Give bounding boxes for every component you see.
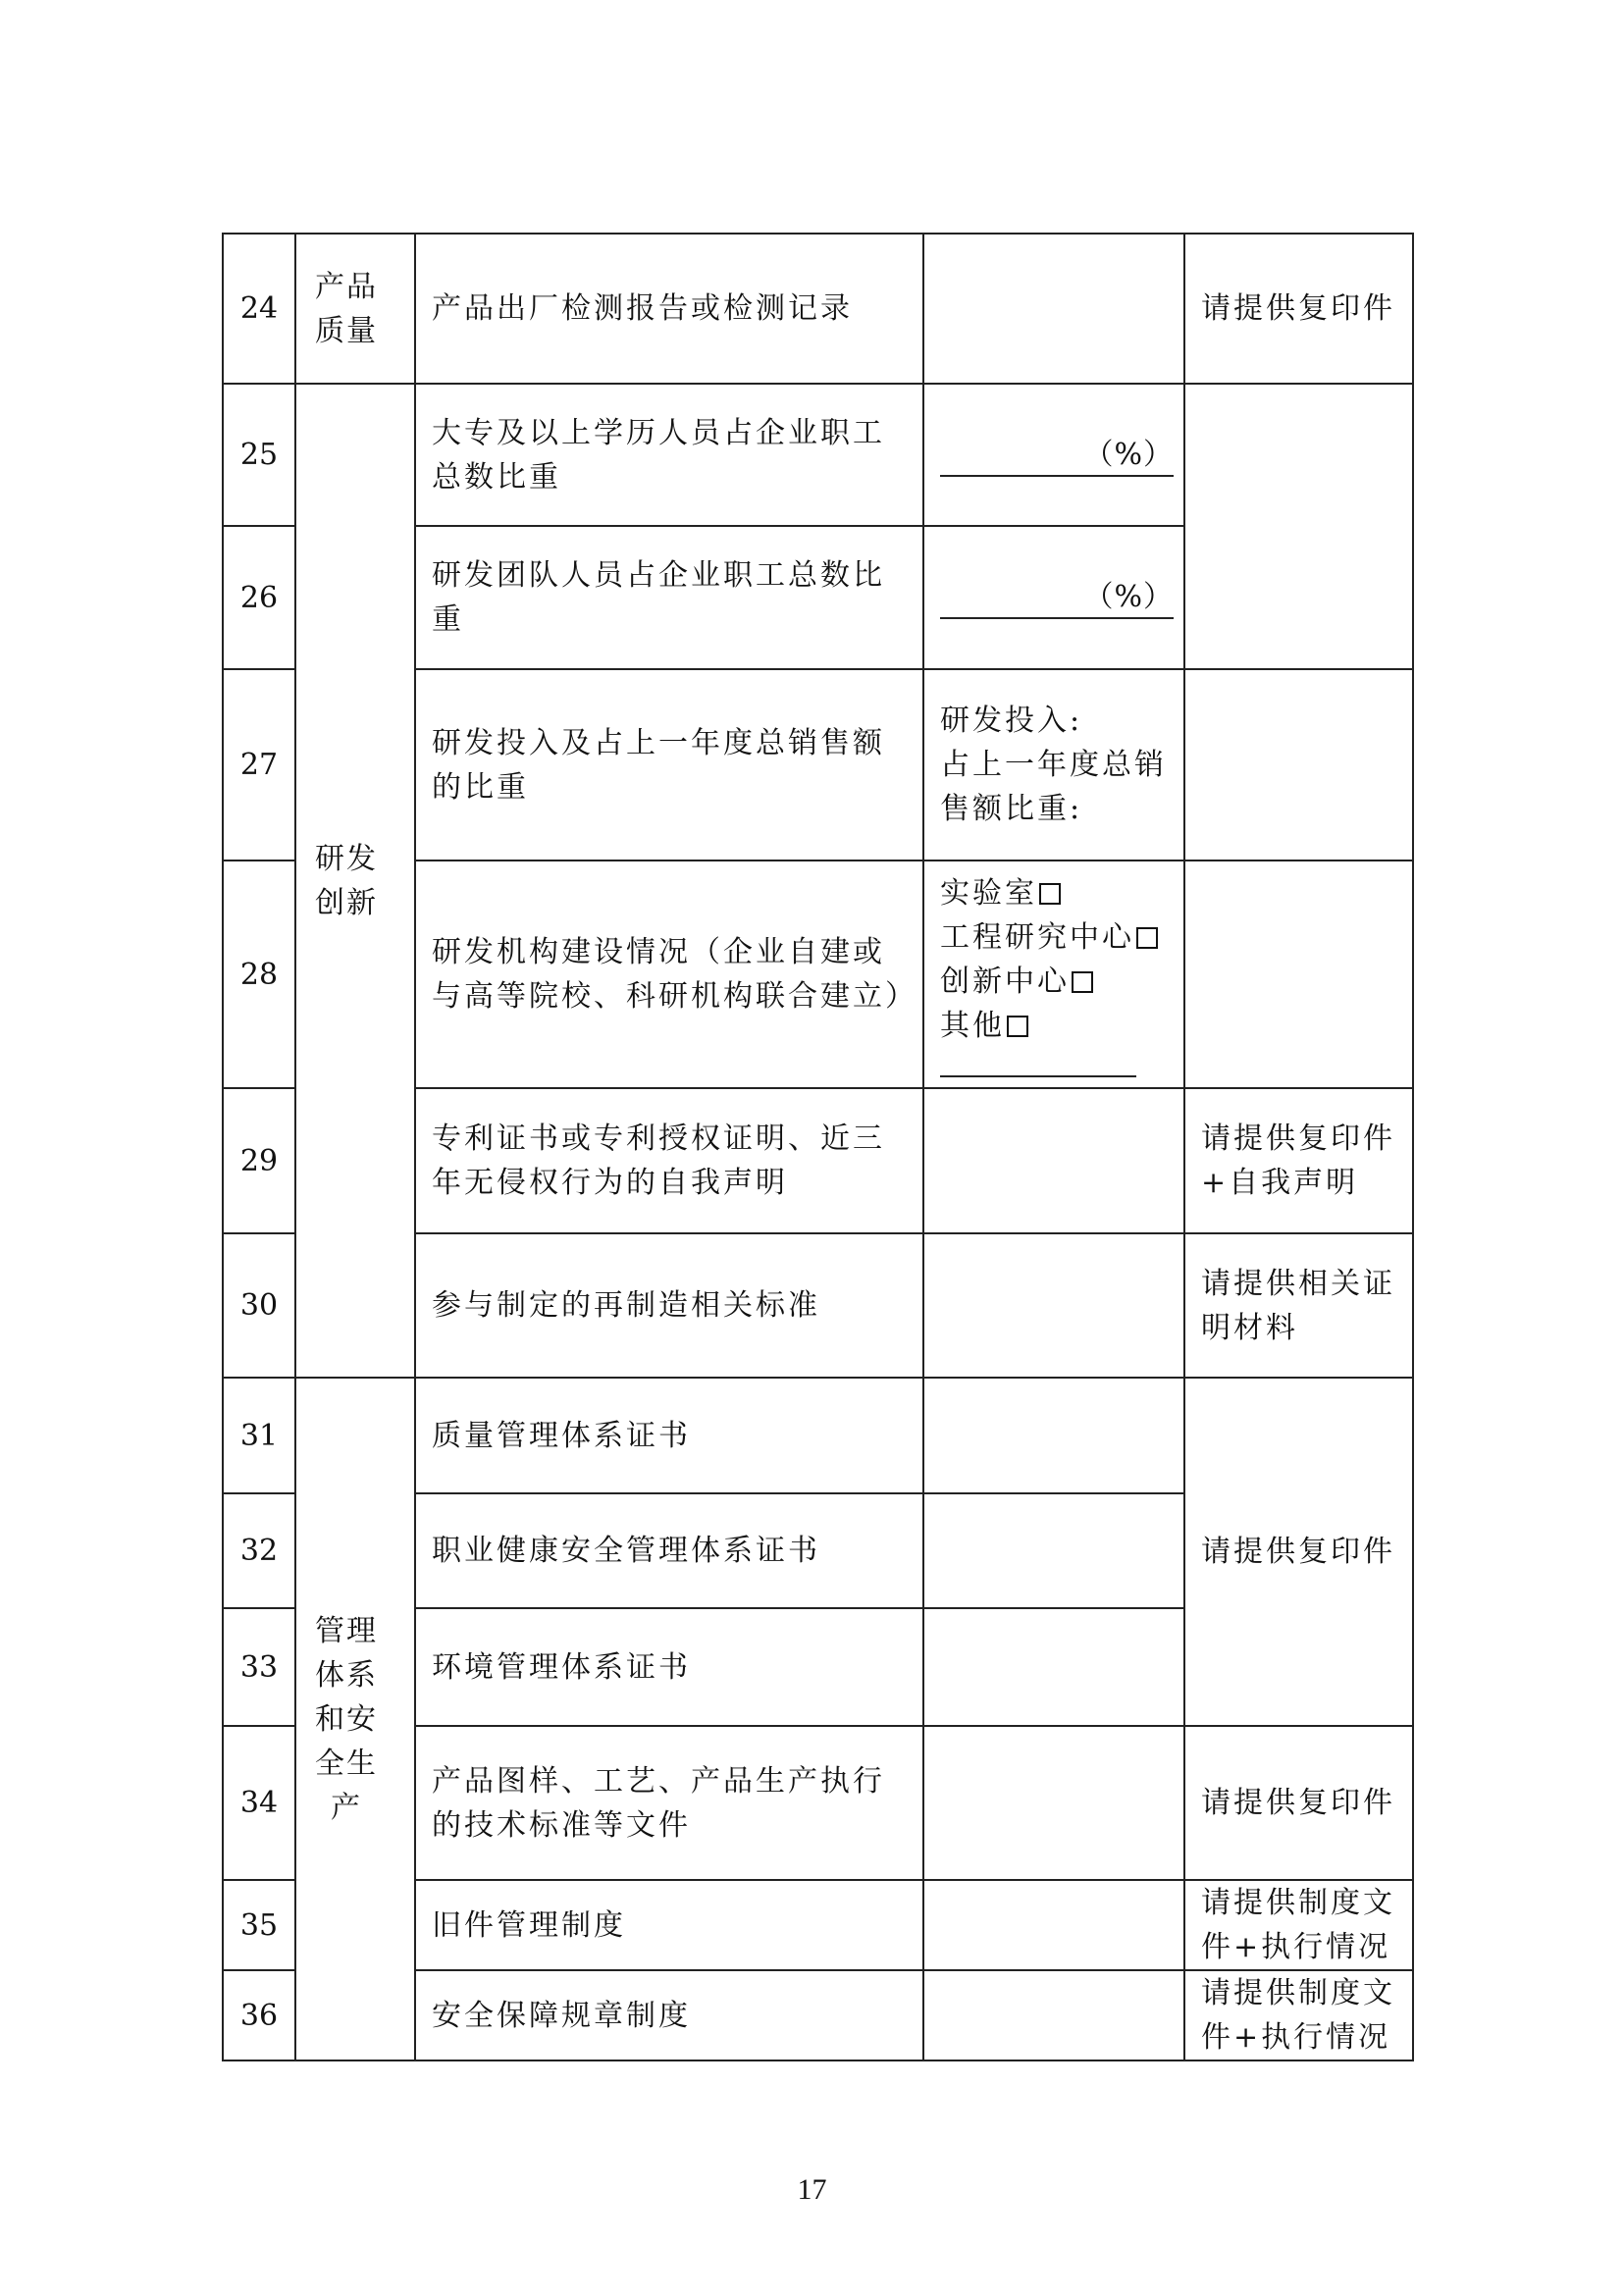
item-cell: 质量管理体系证书 (415, 1378, 923, 1493)
value-cell[interactable] (923, 1233, 1184, 1378)
row-number: 30 (223, 1233, 295, 1378)
option-label: 创新中心 (940, 965, 1070, 999)
item-cell: 大专及以上学历人员占企业职工总数比重 (415, 384, 923, 526)
category-label: 研发创新 (315, 841, 378, 920)
category-label: 产品质量 (315, 269, 378, 348)
row-number: 29 (223, 1088, 295, 1233)
note-cell: 请提供复印件 (1184, 1726, 1413, 1880)
row-number: 25 (223, 384, 295, 526)
row-number: 34 (223, 1726, 295, 1880)
table-row (223, 234, 1413, 384)
checkbox[interactable] (1039, 883, 1061, 905)
item-cell: 研发机构建设情况（企业自建或与高等院校、科研机构联合建立） (415, 861, 923, 1088)
value-cell[interactable] (923, 1493, 1184, 1608)
option-lab[interactable] (940, 871, 1168, 915)
note-cell: 请提供复印件 (1184, 234, 1413, 384)
item-cell: 旧件管理制度 (415, 1880, 923, 1970)
item-cell: 产品图样、工艺、产品生产执行的技术标准等文件 (415, 1726, 923, 1880)
note-cell: 请提供制度文件+执行情况 (1184, 1970, 1413, 2060)
table-row (223, 1378, 1413, 1493)
sales-ratio-label: 占上一年度总销售额比重: (940, 748, 1167, 826)
note-cell (1184, 384, 1413, 669)
value-cell[interactable] (923, 1970, 1184, 2060)
category-cell (295, 1378, 415, 2060)
value-cell[interactable] (923, 526, 1184, 669)
option-other[interactable] (940, 1004, 1168, 1048)
note-cell: 请提供复印件 (1184, 1378, 1413, 1726)
table-row (223, 384, 1413, 526)
category-cell (295, 234, 415, 384)
rnd-investment-label: 研发投入: (940, 704, 1083, 738)
value-cell[interactable] (923, 384, 1184, 526)
item-cell: 研发团队人员占企业职工总数比重 (415, 526, 923, 669)
row-number: 35 (223, 1880, 295, 1970)
note-cell (1184, 669, 1413, 861)
value-cell[interactable] (923, 1880, 1184, 1970)
row-number: 36 (223, 1970, 295, 2060)
checkbox[interactable] (1007, 1016, 1028, 1037)
checkbox[interactable] (1136, 927, 1158, 949)
option-label: 工程研究中心 (940, 920, 1134, 955)
value-cell[interactable] (923, 669, 1184, 861)
other-blank[interactable] (940, 1048, 1136, 1077)
note-cell (1184, 861, 1413, 1088)
row-number: 31 (223, 1378, 295, 1493)
checkbox[interactable] (1072, 971, 1093, 993)
item-cell: 职业健康安全管理体系证书 (415, 1493, 923, 1608)
option-label: 其他 (940, 1009, 1005, 1043)
value-cell (923, 861, 1184, 1088)
row-number: 33 (223, 1608, 295, 1726)
item-cell: 安全保障规章制度 (415, 1970, 923, 2060)
row-number: 28 (223, 861, 295, 1088)
item-cell: 产品出厂检测报告或检测记录 (415, 234, 923, 384)
category-label: 管理体系和安全生产 (315, 1613, 378, 1825)
option-innovation-center[interactable] (940, 960, 1168, 1004)
requirements-table (222, 233, 1414, 2061)
category-cell (295, 384, 415, 1378)
value-cell[interactable] (923, 1378, 1184, 1493)
value-cell[interactable] (923, 1726, 1184, 1880)
row-number: 32 (223, 1493, 295, 1608)
value-cell[interactable] (923, 234, 1184, 384)
row-number: 26 (223, 526, 295, 669)
item-cell: 参与制定的再制造相关标准 (415, 1233, 923, 1378)
item-cell: 研发投入及占上一年度总销售额的比重 (415, 669, 923, 861)
note-cell: 请提供复印件+自我声明 (1184, 1088, 1413, 1233)
row-number: 24 (223, 234, 295, 384)
page-number: 17 (797, 2173, 827, 2206)
value-cell[interactable] (923, 1088, 1184, 1233)
percent-blank[interactable]: （%） (940, 436, 1174, 477)
option-label: 实验室 (940, 876, 1037, 911)
note-cell: 请提供制度文件+执行情况 (1184, 1880, 1413, 1970)
note-cell: 请提供相关证明材料 (1184, 1233, 1413, 1378)
item-cell: 专利证书或专利授权证明、近三年无侵权行为的自我声明 (415, 1088, 923, 1233)
value-cell[interactable] (923, 1608, 1184, 1726)
item-cell: 环境管理体系证书 (415, 1608, 923, 1726)
option-engineering-center[interactable] (940, 915, 1168, 960)
percent-blank[interactable]: （%） (940, 578, 1174, 619)
row-number: 27 (223, 669, 295, 861)
